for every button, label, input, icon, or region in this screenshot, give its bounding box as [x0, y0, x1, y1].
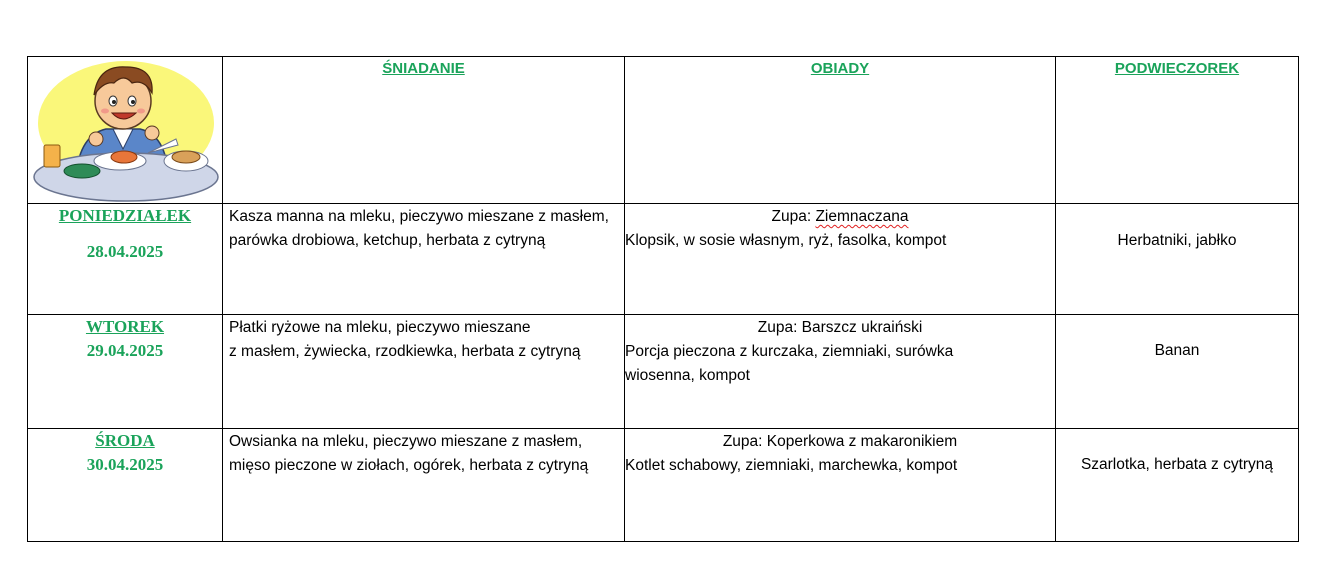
table-row [28, 315, 1299, 429]
table-row [28, 429, 1299, 542]
weekly-menu-table [27, 56, 1299, 542]
snack-text: Banan [1154, 342, 1200, 359]
breakfast-cell [223, 315, 625, 429]
soup-name: Ziemnaczana [815, 208, 909, 225]
main-course-line: wiosenna, kompot [625, 367, 750, 384]
main-course-text: Klopsik, w sosie własnym, ryż, fasolka, kompot [625, 232, 947, 249]
snack-cell [1056, 315, 1299, 429]
snack-text: Herbatniki, jabłko [1117, 232, 1237, 249]
main-course-text: Kotlet schabowy, ziemniaki, marchewka, kompot [625, 457, 958, 474]
day-cell [28, 204, 223, 315]
day-name: WTOREK [85, 317, 165, 336]
breakfast-line: mięso pieczone w ziołach, ogórek, herbata z cytryną [229, 457, 589, 474]
breakfast-line: Płatki ryżowe na mleku, pieczywo mieszane [229, 319, 531, 336]
soup-prefix: Zupa: [771, 208, 816, 225]
header-row [28, 57, 1299, 204]
breakfast-text [223, 315, 624, 364]
breakfast-cell [223, 429, 625, 542]
snack-text: Szarlotka, herbata z cytryną [1080, 456, 1274, 473]
snack-header-cell [1056, 57, 1299, 204]
soup-line [625, 204, 1055, 229]
day-name: ŚRODA [95, 431, 155, 450]
breakfast-cell [223, 204, 625, 315]
lunch-cell [625, 204, 1056, 315]
boy-eating-meal-illustration [28, 57, 221, 203]
lunch-header: OBIADY [810, 60, 870, 77]
lunch-cell [625, 315, 1056, 429]
snack-cell [1056, 429, 1299, 542]
lunch-header-cell [625, 57, 1056, 204]
main-course-line: Porcja pieczona z kurczaka, ziemniaki, surówka [625, 343, 954, 360]
breakfast-text [223, 429, 624, 478]
snack-header: PODWIECZOREK [1114, 60, 1240, 77]
day-cell [28, 429, 223, 542]
soup-line: Zupa: Koperkowa z makaronikiem [722, 433, 958, 450]
day-cell [28, 315, 223, 429]
lunch-cell [625, 429, 1056, 542]
table-row [28, 204, 1299, 315]
breakfast-header: ŚNIADANIE [382, 60, 465, 77]
breakfast-line: Owsianka na mleku, pieczywo mieszane z masłem, [229, 433, 583, 450]
day-date: 29.04.2025 [86, 341, 164, 360]
breakfast-text: Kasza manna na mleku, pieczywo mieszane z masłem, parówka drobiowa, ketchup, herbata z cytryną [229, 208, 609, 249]
soup-line: Zupa: Barszcz ukraiński [757, 319, 923, 336]
day-name: PONIEDZIAŁEK [58, 206, 192, 225]
breakfast-line: z masłem, żywiecka, rzodkiewka, herbata z cytryną [229, 343, 581, 360]
breakfast-header-cell [223, 57, 625, 204]
day-date: 30.04.2025 [86, 455, 164, 474]
snack-cell [1056, 204, 1299, 315]
illustration-cell [28, 57, 223, 204]
day-date: 28.04.2025 [86, 242, 164, 261]
